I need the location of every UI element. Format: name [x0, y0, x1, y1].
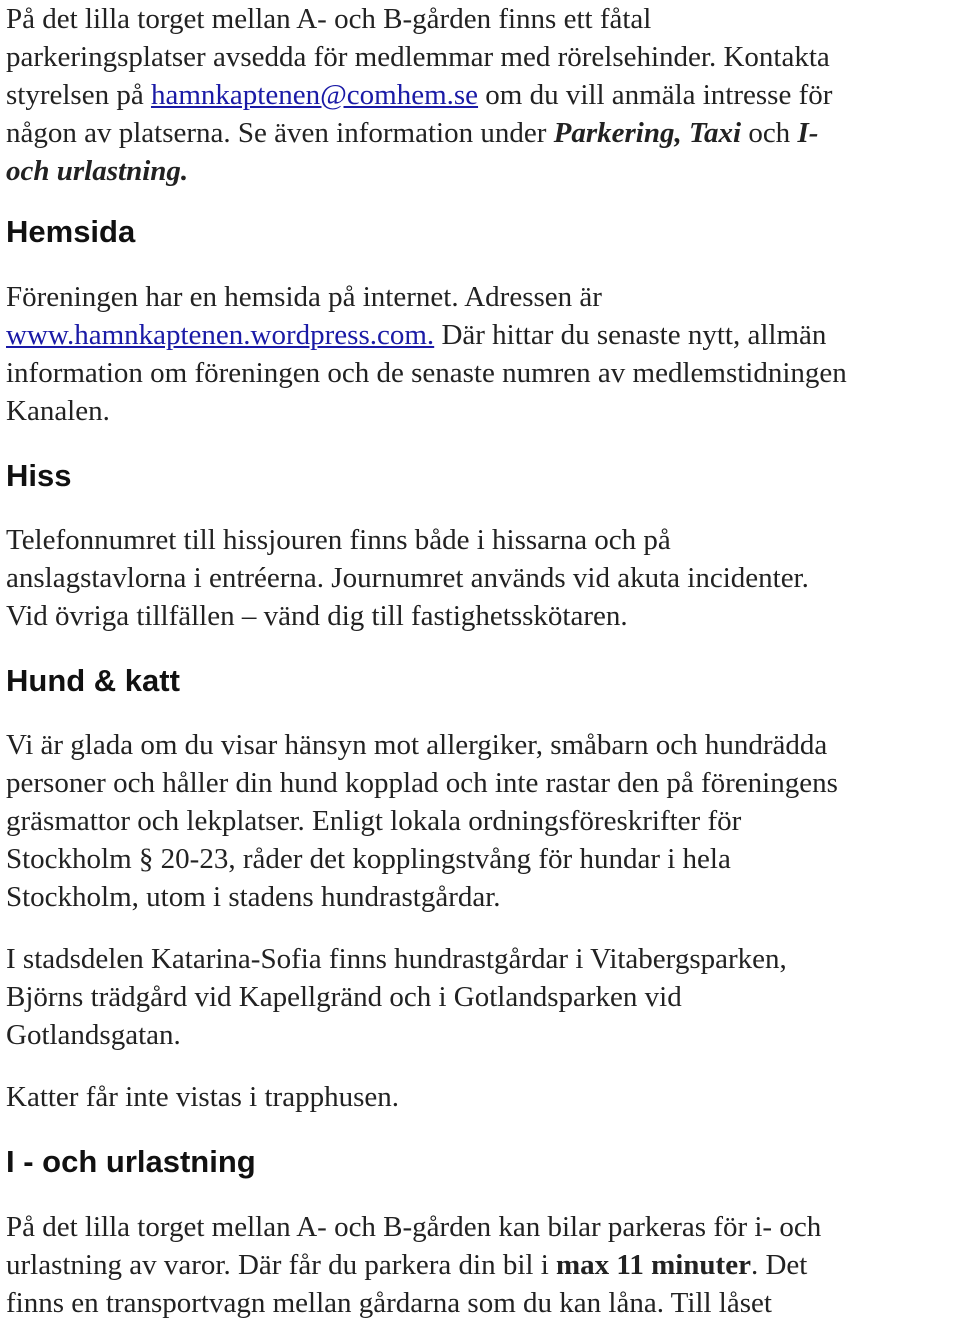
- intro-text: om du vill anmäla intresse för: [478, 79, 833, 111]
- intro-line: [6, 114, 958, 152]
- urlastning-line: På det lilla torget mellan A- och B-gården kan bilar parkeras för i- och: [6, 1211, 822, 1243]
- hund-line: gräsmattor och lekplatser. Enligt lokala ordningsföreskrifter för: [6, 805, 742, 837]
- hund-line: Katter får inte vistas i trapphusen.: [6, 1081, 399, 1113]
- hemsida-line: [6, 316, 958, 354]
- hiss-line: anslagstavlorna i entréerna. Journumret används vid akuta incidenter.: [6, 562, 809, 594]
- urlastning-text: . Det: [750, 1249, 808, 1281]
- intro-line: och urlastning.: [6, 155, 189, 187]
- intro-line: [6, 76, 958, 114]
- hiss-line: Vid övriga tillfällen – vänd dig till fastighetsskötaren.: [6, 600, 628, 632]
- hund-line: I stadsdelen Katarina-Sofia finns hundrastgårdar i Vitabergsparken,: [6, 943, 787, 975]
- hiss-line: Telefonnumret till hissjouren finns både i hissarna och på: [6, 524, 671, 556]
- hund-line: Björns trädgård vid Kapellgränd och i Gotlandsparken vid: [6, 981, 682, 1013]
- website-link[interactable]: www.hamnkaptenen.wordpress.com.: [6, 319, 435, 351]
- heading-hund-katt: Hund & katt: [6, 663, 180, 698]
- ref-i-och-urlastning: I-: [797, 117, 819, 149]
- heading-hiss: Hiss: [6, 458, 72, 493]
- intro-line: parkeringsplatser avsedda för medlemmar med rörelsehinder. Kontakta: [6, 41, 830, 73]
- ref-parkering-taxi: Parkering, Taxi: [553, 117, 742, 149]
- hemsida-paragraph: [6, 278, 958, 430]
- hund-paragraph-2: [6, 940, 958, 1054]
- email-link[interactable]: hamnkaptenen@comhem.se: [150, 79, 479, 111]
- intro-text: någon av platserna. Se även information under: [6, 117, 554, 149]
- intro-paragraph: [6, 0, 958, 190]
- urlastning-line: finns en transportvagn mellan gårdarna som du kan låna. Till låset: [6, 1287, 772, 1319]
- heading-hemsida: Hemsida: [6, 214, 136, 249]
- hund-line: Gotlandsgatan.: [6, 1019, 181, 1051]
- hund-line: personer och håller din hund kopplad och inte rastar den på föreningens: [6, 767, 838, 799]
- urlastning-paragraph: [6, 1208, 958, 1322]
- hemsida-line: information om föreningen och de senaste numren av medlemstidningen: [6, 357, 847, 389]
- hund-paragraph-3: [6, 1078, 958, 1116]
- intro-text: och: [741, 117, 798, 149]
- intro-line: På det lilla torget mellan A- och B-gården finns ett fåtal: [6, 3, 652, 35]
- hemsida-line: Föreningen har en hemsida på internet. Adressen är: [6, 281, 602, 313]
- hiss-paragraph: [6, 521, 958, 635]
- urlastning-line: [6, 1246, 958, 1284]
- urlastning-text: urlastning av varor. Där får du parkera din bil i: [6, 1249, 557, 1281]
- intro-text: styrelsen på: [6, 79, 151, 111]
- hemsida-text: Där hittar du senaste nytt, allmän: [434, 319, 827, 351]
- hund-line: Vi är glada om du visar hänsyn mot allergiker, småbarn och hundrädda: [6, 729, 828, 761]
- hemsida-line: Kanalen.: [6, 395, 110, 427]
- max-time-emphasis: max 11 minuter: [556, 1249, 751, 1281]
- hund-line: Stockholm, utom i stadens hundrastgårdar.: [6, 881, 501, 913]
- hund-line: Stockholm § 20-23, råder det kopplingstvång för hundar i hela: [6, 843, 731, 875]
- heading-i-och-urlastning: I - och urlastning: [6, 1144, 256, 1179]
- hund-paragraph-1: [6, 726, 958, 916]
